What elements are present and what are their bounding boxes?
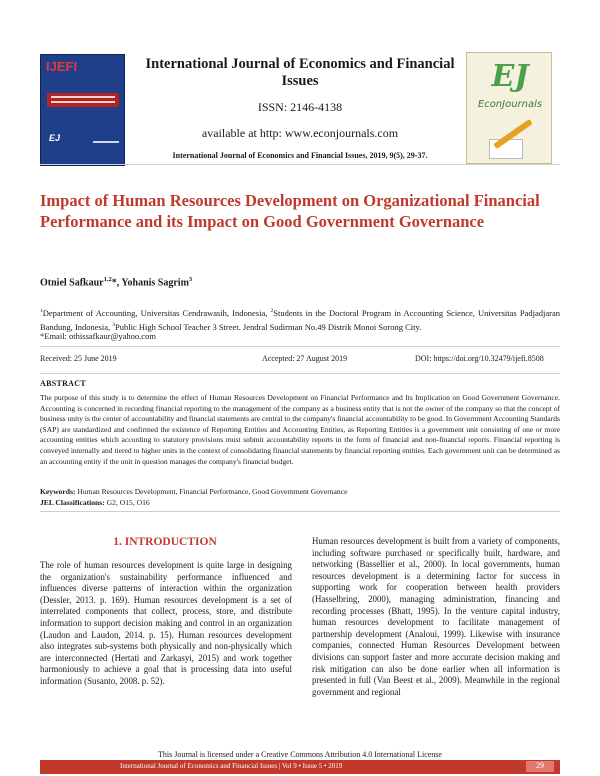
doi-link[interactable]: DOI: https://doi.org/10.32479/ijefi.8508: [415, 354, 544, 363]
paper-title: Impact of Human Resources Development on Organizational Financial Performance and its Impact on Good Government Governance: [40, 191, 540, 231]
jel-label: JEL Classifications:: [40, 498, 105, 507]
footer-journal-line: International Journal of Economics and Financial Issues | Vol 9 • Issue 5 • 2019: [120, 762, 343, 770]
section-heading: 1. INTRODUCTION: [113, 536, 217, 548]
keywords: [40, 487, 560, 496]
logo-mark: EJ: [491, 59, 529, 94]
jel-codes: G2, O15, O16: [104, 498, 150, 507]
abstract-text: The purpose of this study is to determine the effect of Human Resources Development on Financial Performance and Its Implication on Good Government Governance. Accounting is concerned in recording financial reporting to the management of the company as a business entity that is not the owner of the company so that the concept of business unity is the center of accountability and financial statements are central to the company's financial accountability to be good. In Government Accounting Standards (SAP) are standardized and confirmed the existence of Reporting Entities and Accounting Entities, as Reporting Entities is a government unit consisting of one or more accounting entities which according to statutory provisions must submit accountability reports in the form of financial and non-financial reports. Financial reporting is conveyed internally and tiered to higher units in the context of consolidating financial statements by financial reporting entities. Each government unit can be determined as an accounting entity if the unit in question manages the company's financial budget.: [40, 393, 560, 466]
affiliations: [40, 305, 560, 333]
journal-citation: International Journal of Economics and Financial Issues, 2019, 9(5), 29-37.: [172, 151, 428, 160]
issn: ISSN: 2146-4138: [257, 100, 343, 114]
abstract-heading: ABSTRACT: [40, 379, 86, 388]
cover-subtitle: EJ: [49, 133, 61, 143]
divider: [40, 346, 560, 347]
authors: [40, 276, 560, 288]
econjournals-logo: [466, 52, 552, 164]
availability-line: available at http: www.econjournals.com: [201, 126, 399, 140]
cover-line: [93, 141, 119, 143]
author-name: Otniel Safkaur: [40, 277, 104, 289]
body-column-left: The role of human resources development is quite large in designing the organization's sustainability performance influenced and influences diverse patterns of interaction within the organization (Dessler, 2013. p. 169). Human resources development is a set of interrelated components that collect, process, store, and distribute information to support decision making and control in an organization (Laudon and Laudon, 2014. p. 15). Human resources development also integrates sub-systems both physically and non-physically which are interconnected (Hertati and Zarkasyi, 2015) and work together harmoniously to achieve a goal that is processing data into useful information (Susanto, 2008. p. 52).: [40, 560, 292, 686]
affiliation-text: Public High School Teacher 3 Street. Jendral Sudirman No.49 Distrik Monoi Sorong City.: [115, 321, 422, 332]
author-affiliation-marker: 1,2: [103, 276, 112, 283]
affiliation-text: Students in the Doctoral Program in Accounting Science, Universitas Padjadjaran Bandung, Indonesia,: [40, 307, 560, 332]
accepted-date: Accepted: 27 August 2019: [262, 354, 348, 363]
keywords-label: Keywords:: [40, 487, 76, 496]
divider: [40, 164, 560, 165]
divider: [40, 511, 560, 512]
author-name: Yohanis Sagrim: [121, 277, 189, 289]
author-affiliation-marker: 3: [188, 276, 193, 283]
cover-title: IJEFI: [46, 59, 78, 74]
jel-classification: [40, 498, 560, 507]
keywords-list: Human Resources Development, Financial Performance, Good Government Governance: [75, 487, 348, 496]
affiliation-marker: 1: [40, 308, 43, 314]
affiliation-marker: 3: [112, 321, 115, 328]
body-column-right: Human resources development is built from a variety of components, including software purchased or specifically built, hardware, and networking (Bassellier et al., 2000). In local governments, human resources development is a determining factor for success in supporting work for cooperation between health providers (Hasselbring, 2000), managing administration, financing and recording processes (Bhatt, 1995). In the venture capital industry, human resources development to facilitate management of partnership development (Analoui, 1999). Likewise with insurance companies, connected Human Resources Development between divisions can support faster and more accurate decision making and risk mitigation can also be done earlier when all information is presented in full (Van Beest et al., 2009). Meanwhile in the regional government and regional: [312, 536, 560, 697]
received-date: Received: 25 June 2019: [40, 354, 117, 363]
affiliation-marker: 2: [270, 308, 274, 314]
dates-row: [40, 354, 560, 366]
logo-name: EconJournals: [477, 99, 543, 110]
affiliation-text: Department of Accounting, Universitas Cendrawasih, Indonesia,: [42, 307, 271, 318]
corresponding-marker: *,: [111, 277, 122, 289]
license-note: This Journal is licensed under a Creative Commons Attribution 4.0 International License: [158, 750, 442, 759]
divider: [40, 373, 560, 374]
footer-bar: [40, 760, 560, 774]
cover-band: [47, 93, 119, 107]
journal-name: International Journal of Economics and Financial Issues: [145, 56, 455, 89]
journal-cover-image: [40, 54, 125, 166]
page-number: 29: [526, 761, 554, 772]
email: *Email: othissafkaur@yahoo.com: [40, 331, 156, 341]
